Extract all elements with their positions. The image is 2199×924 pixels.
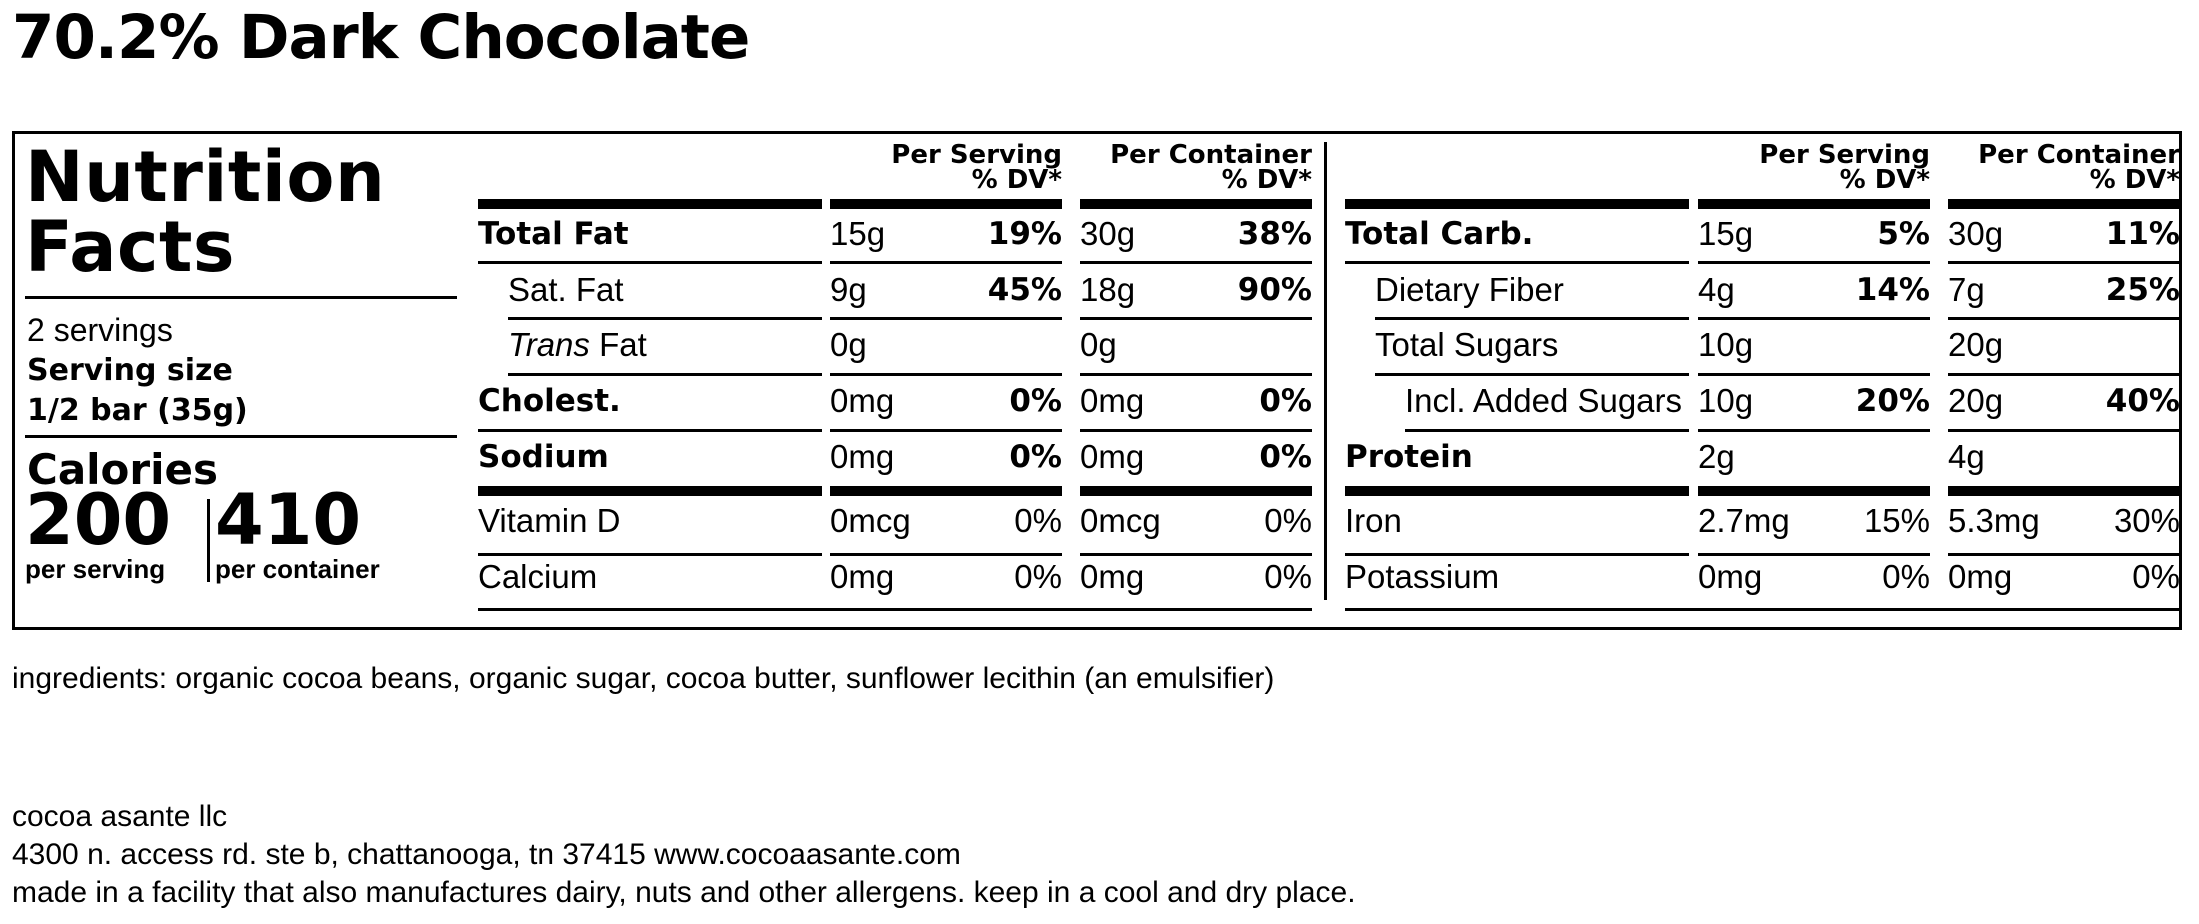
right-per-container-header-dv: % DV* bbox=[2089, 165, 2180, 195]
right-row-divider bbox=[1698, 429, 1930, 432]
right-mid-bar-2 bbox=[1948, 486, 2180, 496]
right-serving-amount: 2g bbox=[1698, 438, 1735, 475]
right-nutrient-name bbox=[1375, 270, 1564, 310]
calories-per-container-label: per container bbox=[215, 554, 380, 584]
right-nutrient-name bbox=[1375, 325, 1558, 365]
left-top-bar-1 bbox=[830, 199, 1062, 209]
left-per-container-header-dv: % DV* bbox=[1221, 165, 1312, 195]
left-row-divider bbox=[1080, 317, 1312, 320]
left-serving-dv: 0% bbox=[1009, 439, 1062, 475]
table-divider bbox=[1324, 142, 1327, 600]
left-top-bar-0 bbox=[478, 199, 822, 209]
right-container-dv: 25% bbox=[2105, 272, 2180, 308]
left-serving-amount: 0mcg bbox=[830, 502, 911, 539]
left-serving-amount: 0mg bbox=[830, 558, 895, 595]
right-container-amount: 20g bbox=[1948, 382, 2004, 419]
right-nutrient-name bbox=[1345, 557, 1499, 597]
right-serving-amount: 4g bbox=[1698, 271, 1735, 308]
calories-divider bbox=[207, 499, 210, 582]
right-serving-dv: 5% bbox=[1877, 216, 1930, 252]
heading-line-2: Facts bbox=[25, 206, 236, 288]
nutrient-name-text: Potassium bbox=[1345, 558, 1500, 595]
left-row-divider bbox=[1080, 261, 1312, 264]
left-container-dv: 0% bbox=[1264, 558, 1312, 595]
left-per-container-header-label: Per Container bbox=[1110, 140, 1312, 170]
right-row-divider bbox=[1948, 429, 2180, 432]
serving-divider bbox=[25, 435, 457, 438]
right-row-divider bbox=[1375, 317, 1689, 320]
nutrient-name-text: Vitamin D bbox=[478, 502, 621, 539]
left-container-dv: 0% bbox=[1264, 502, 1312, 539]
right-container-dv: 30% bbox=[2113, 502, 2180, 539]
left-nutrient-name bbox=[478, 501, 620, 541]
right-row-divider bbox=[1375, 373, 1689, 376]
serving-size-label: Serving size bbox=[27, 353, 233, 388]
left-row-divider bbox=[830, 373, 1062, 376]
right-container-amount: 30g bbox=[1948, 215, 2004, 252]
right-serving-amount: 10g bbox=[1698, 382, 1754, 419]
left-container-dv: 90% bbox=[1237, 272, 1312, 308]
product-title: 70.2% Dark Chocolate bbox=[12, 2, 750, 73]
left-nutrient-name bbox=[508, 325, 647, 365]
right-top-bar-0 bbox=[1345, 199, 1689, 209]
left-serving-dv: 0% bbox=[1009, 383, 1062, 419]
right-serving-amount: 0mg bbox=[1698, 558, 1763, 595]
left-serving-dv: 45% bbox=[987, 272, 1062, 308]
right-serving-amount: 15g bbox=[1698, 215, 1754, 252]
nutrient-name-text: Sodium bbox=[478, 439, 609, 475]
right-row-divider bbox=[1345, 553, 1689, 556]
heading-divider bbox=[25, 296, 457, 299]
right-per-serving-header-label: Per Serving bbox=[1759, 140, 1930, 170]
left-container-dv: 0% bbox=[1259, 383, 1312, 419]
left-per-serving-header-label: Per Serving bbox=[891, 140, 1062, 170]
right-per-serving-header bbox=[1698, 140, 1930, 195]
left-serving-amount: 0mg bbox=[830, 438, 895, 475]
left-row-divider bbox=[478, 429, 822, 432]
nutrient-name-text: Incl. Added Sugars bbox=[1405, 382, 1683, 419]
left-mid-bar-1 bbox=[830, 486, 1062, 496]
left-container-amount: 0mg bbox=[1080, 438, 1145, 475]
right-serving-dv: 20% bbox=[1855, 383, 1930, 419]
nutrient-name-text: Iron bbox=[1345, 502, 1402, 539]
right-container-amount: 4g bbox=[1948, 438, 1985, 475]
left-container-amount: 30g bbox=[1080, 215, 1136, 252]
left-serving-dv: 0% bbox=[1014, 502, 1062, 539]
nutrient-name-text: Cholest. bbox=[478, 383, 621, 419]
right-mid-bar-1 bbox=[1698, 486, 1930, 496]
left-serving-amount: 0mg bbox=[830, 382, 895, 419]
left-container-amount: 18g bbox=[1080, 271, 1136, 308]
left-per-serving-header bbox=[830, 140, 1062, 195]
right-row-divider bbox=[1948, 553, 2180, 556]
facility-notice: made in a facility that also manufactures dairy, nuts and other allergens. keep in a cool and dry place. bbox=[12, 876, 1356, 909]
right-serving-dv bbox=[1698, 325, 1930, 365]
left-per-serving-header-dv: % DV* bbox=[971, 165, 1062, 195]
left-container-dv: 0% bbox=[1259, 439, 1312, 475]
left-serving-amount: 0g bbox=[830, 326, 867, 363]
left-row-divider bbox=[830, 261, 1062, 264]
right-container-amount: 5.3mg bbox=[1948, 502, 2040, 539]
left-top-bar-2 bbox=[1080, 199, 1312, 209]
servings-text: 2 servings bbox=[27, 312, 173, 348]
right-row-divider bbox=[1698, 553, 1930, 556]
right-container-dv bbox=[1948, 325, 2180, 365]
right-row-divider bbox=[1698, 261, 1930, 264]
left-row-divider bbox=[830, 553, 1062, 556]
left-row-divider bbox=[830, 429, 1062, 432]
right-row-divider bbox=[1948, 373, 2180, 376]
nutrient-name-text: Total Fat bbox=[478, 216, 629, 252]
right-row-divider bbox=[1405, 429, 1689, 432]
right-serving-amount: 2.7mg bbox=[1698, 502, 1790, 539]
right-container-amount: 0mg bbox=[1948, 558, 2013, 595]
left-serving-amount: 15g bbox=[830, 215, 886, 252]
right-serving-dv: 0% bbox=[1882, 558, 1930, 595]
left-serving-amount: 9g bbox=[830, 271, 867, 308]
nutrient-name-text: Dietary Fiber bbox=[1375, 271, 1564, 308]
calories-label: Calories bbox=[27, 445, 219, 494]
left-nutrient-name bbox=[478, 381, 621, 421]
right-mid-bar-0 bbox=[1345, 486, 1689, 496]
nutrient-name-italic: Trans bbox=[508, 326, 590, 363]
left-row-divider bbox=[1080, 373, 1312, 376]
nutrient-name-text: Total Sugars bbox=[1375, 326, 1559, 363]
left-container-amount: 0mcg bbox=[1080, 502, 1161, 539]
left-row-divider bbox=[478, 261, 822, 264]
nutrient-name-text: Sat. Fat bbox=[508, 271, 624, 308]
left-container-dv: 38% bbox=[1237, 216, 1312, 252]
calories-per-serving: 200 bbox=[25, 479, 172, 561]
left-mid-bar-0 bbox=[478, 486, 822, 496]
company-address: 4300 n. access rd. ste b, chattanooga, tn 37415 www.cocoaasante.com bbox=[12, 838, 961, 871]
ingredients-text: ingredients: organic cocoa beans, organic sugar, cocoa butter, sunflower lecithin (an emulsifier) bbox=[12, 662, 1275, 695]
right-row-divider bbox=[1948, 317, 2180, 320]
right-top-bar-1 bbox=[1698, 199, 1930, 209]
left-nutrient-name bbox=[478, 557, 597, 597]
nutrient-name-text: Total Carb. bbox=[1345, 216, 1534, 252]
left-per-container-header bbox=[1080, 140, 1312, 195]
left-serving-dv: 0% bbox=[1014, 558, 1062, 595]
right-nutrient-name bbox=[1345, 214, 1533, 254]
right-serving-dv: 15% bbox=[1863, 502, 1930, 539]
left-container-amount: 0mg bbox=[1080, 558, 1145, 595]
right-serving-amount: 10g bbox=[1698, 326, 1754, 363]
right-per-container-header-label: Per Container bbox=[1978, 140, 2180, 170]
nutrient-name-text: Calcium bbox=[478, 558, 598, 595]
right-container-amount: 20g bbox=[1948, 326, 2004, 363]
right-nutrient-name bbox=[1345, 437, 1473, 477]
nutrient-name-text: Protein bbox=[1345, 439, 1473, 475]
right-per-container-header bbox=[1948, 140, 2180, 195]
right-row-divider bbox=[1345, 261, 1689, 264]
left-serving-dv bbox=[830, 325, 1062, 365]
serving-size-value: 1/2 bar (35g) bbox=[27, 393, 248, 428]
left-row-divider bbox=[478, 608, 1312, 611]
left-container-amount: 0mg bbox=[1080, 382, 1145, 419]
calories-per-serving-label: per serving bbox=[25, 554, 166, 584]
right-nutrient-name bbox=[1345, 501, 1402, 541]
heading-line-1: Nutrition bbox=[25, 136, 386, 218]
left-row-divider bbox=[1080, 429, 1312, 432]
nutrition-facts-heading bbox=[25, 136, 386, 288]
calories-per-container: 410 bbox=[215, 479, 362, 561]
nutrient-name-text: Fat bbox=[589, 326, 647, 363]
right-nutrient-name bbox=[1405, 381, 1682, 421]
company-name: cocoa asante llc bbox=[12, 800, 228, 833]
left-row-divider bbox=[508, 373, 822, 376]
left-nutrient-name bbox=[478, 214, 629, 254]
left-serving-dv: 19% bbox=[987, 216, 1062, 252]
left-container-amount: 0g bbox=[1080, 326, 1117, 363]
left-nutrient-name bbox=[478, 437, 609, 477]
right-top-bar-2 bbox=[1948, 199, 2180, 209]
left-mid-bar-2 bbox=[1080, 486, 1312, 496]
left-row-divider bbox=[508, 317, 822, 320]
right-container-dv: 0% bbox=[2132, 558, 2180, 595]
right-container-dv: 11% bbox=[2105, 216, 2180, 252]
right-per-serving-header-dv: % DV* bbox=[1839, 165, 1930, 195]
right-row-divider bbox=[1948, 261, 2180, 264]
right-row-divider bbox=[1698, 373, 1930, 376]
left-row-divider bbox=[830, 317, 1062, 320]
right-serving-dv: 14% bbox=[1855, 272, 1930, 308]
right-container-dv: 40% bbox=[2105, 383, 2180, 419]
right-row-divider bbox=[1345, 608, 2180, 611]
left-nutrient-name bbox=[508, 270, 624, 310]
left-row-divider bbox=[1080, 553, 1312, 556]
right-serving-dv bbox=[1698, 437, 1930, 477]
right-container-amount: 7g bbox=[1948, 271, 1985, 308]
right-container-dv bbox=[1948, 437, 2180, 477]
left-container-dv bbox=[1080, 325, 1312, 365]
left-row-divider bbox=[478, 553, 822, 556]
right-row-divider bbox=[1698, 317, 1930, 320]
